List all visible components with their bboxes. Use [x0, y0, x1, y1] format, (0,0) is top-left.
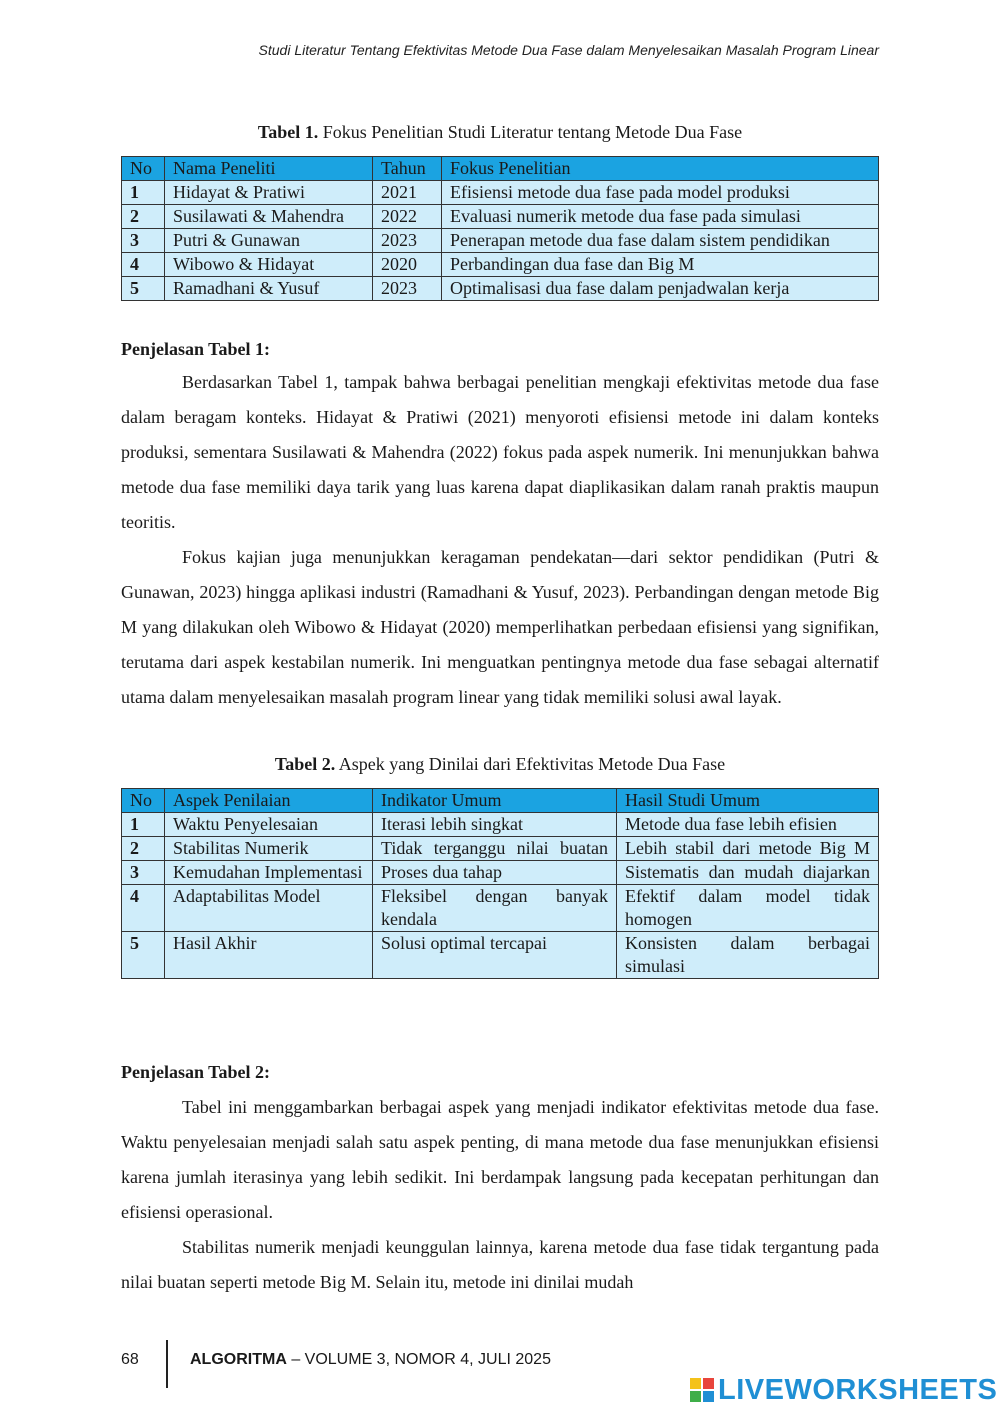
table2-cell-aspect: Waktu Penyelesaian — [165, 813, 373, 837]
table1-cell-focus: Optimalisasi dua fase dalam penjadwalan kerja — [442, 277, 879, 301]
table1-caption-text: Fokus Penelitian Studi Literatur tentang Metode Dua Fase — [318, 122, 743, 142]
table1-cell-year: 2022 — [373, 205, 442, 229]
table1-cell-year: 2020 — [373, 253, 442, 277]
page-number: 68 — [121, 1351, 139, 1368]
table-row — [122, 277, 879, 301]
table1-header-focus: Fokus Penelitian — [442, 157, 879, 181]
table1-cell-focus: Efisiensi metode dua fase pada model produksi — [442, 181, 879, 205]
section2-paragraph-2: Stabilitas numerik menjadi keunggulan lainnya, karena metode dua fase tidak tergantung pada nilai buatan seperti metode Big M. Selain itu, metode ini dinilai mudah — [121, 1237, 879, 1292]
table1-cell-year: 2023 — [373, 229, 442, 253]
table1-cell-no: 1 — [122, 181, 165, 205]
section2-paragraph-1: Tabel ini menggambarkan berbagai aspek yang menjadi indikator efektivitas metode dua fase. Waktu penyelesaian menjadi salah satu aspek penting, di mana metode dua fase menunjukkan efisiensi karena jumlah iterasinya yang lebih sedikit. Ini berdampak langsung pada kecepatan perhitungan dan efisiensi operasional. — [121, 1097, 879, 1222]
table-row — [122, 813, 879, 837]
table2-cell-no: 5 — [122, 932, 165, 979]
table2-cell-indicator: Proses dua tahap — [373, 861, 617, 885]
table2-cell-result: Metode dua fase lebih efisien — [617, 813, 879, 837]
table1-cell-focus: Perbandingan dua fase dan Big M — [442, 253, 879, 277]
table1-caption-label: Tabel 1. — [257, 122, 319, 142]
table2-cell-no: 3 — [122, 861, 165, 885]
table1-cell-researcher: Putri & Gunawan — [165, 229, 373, 253]
table1-cell-researcher: Hidayat & Pratiwi — [165, 181, 373, 205]
liveworksheets-logo[interactable] — [690, 1374, 997, 1406]
table2-cell-result: Lebih stabil dari metode Big M — [617, 837, 879, 861]
table-row — [122, 837, 879, 861]
table-row — [122, 205, 879, 229]
table1-cell-no: 2 — [122, 205, 165, 229]
table2-cell-indicator: Fleksibel dengan banyak kendala — [373, 885, 617, 932]
table1-cell-focus: Penerapan metode dua fase dalam sistem pendidikan — [442, 229, 879, 253]
table2-header-row — [122, 789, 879, 813]
table2-header-no: No — [122, 789, 165, 813]
table2-cell-no: 4 — [122, 885, 165, 932]
table1-cell-year: 2021 — [373, 181, 442, 205]
table1-cell-researcher: Susilawati & Mahendra — [165, 205, 373, 229]
table2-cell-no: 2 — [122, 837, 165, 861]
table1-caption — [121, 122, 879, 143]
table1-header-researcher: Nama Peneliti — [165, 157, 373, 181]
table-row — [122, 229, 879, 253]
table2-cell-result: Sistematis dan mudah diajarkan — [617, 861, 879, 885]
section1-paragraph-2: Fokus kajian juga menunjukkan keragaman pendekatan—dari sektor pendidikan (Putri & Gunawan, 2023) hingga aplikasi industri (Ramadhani & Yusuf, 2023). Perbandingan dengan metode Big M yang dilakukan oleh Wibowo & Hidayat (2020) memperlihatkan perbedaan efisiensi yang signifikan, terutama dari aspek kestabilan numerik. Ini menguatkan pentingnya metode dua fase sebagai alternatif utama dalam menyelesaikan masalah program linear yang tidak memiliki solusi awal layak. — [121, 547, 879, 707]
liveworksheets-icon — [690, 1378, 714, 1402]
table1-cell-researcher: Ramadhani & Yusuf — [165, 277, 373, 301]
table2-cell-indicator: Solusi optimal tercapai — [373, 932, 617, 979]
footer-divider — [166, 1340, 168, 1388]
journal-name: ALGORITMA — [190, 1351, 287, 1368]
table1-cell-no: 3 — [122, 229, 165, 253]
table1-cell-year: 2023 — [373, 277, 442, 301]
table2-cell-aspect: Kemudahan Implementasi — [165, 861, 373, 885]
table2-cell-result: Konsisten dalam berbagai simulasi — [617, 932, 879, 979]
table2-cell-aspect: Stabilitas Numerik — [165, 837, 373, 861]
table1-cell-researcher: Wibowo & Hidayat — [165, 253, 373, 277]
table2-header-result: Hasil Studi Umum — [617, 789, 879, 813]
table-row — [122, 885, 879, 932]
table2-cell-indicator: Tidak terganggu nilai buatan — [373, 837, 617, 861]
table2-caption-text: Aspek yang Dinilai dari Efektivitas Metode Dua Fase — [335, 754, 726, 774]
table2 — [121, 788, 879, 979]
table-row — [122, 932, 879, 979]
journal-issue: – VOLUME 3, NOMOR 4, JULI 2025 — [286, 1351, 551, 1368]
table1 — [121, 156, 879, 301]
journal-info — [190, 1351, 551, 1369]
table-row — [122, 861, 879, 885]
running-title: Studi Literatur Tentang Efektivitas Metode Dua Fase dalam Menyelesaikan Masalah Program Linear — [258, 42, 879, 58]
table2-cell-result: Efektif dalam model tidak homogen — [617, 885, 879, 932]
section1-heading: Penjelasan Tabel 1: — [121, 339, 271, 359]
table1-cell-no: 5 — [122, 277, 165, 301]
table2-cell-aspect: Hasil Akhir — [165, 932, 373, 979]
table2-header-aspect: Aspek Penilaian — [165, 789, 373, 813]
table1-cell-focus: Evaluasi numerik metode dua fase pada simulasi — [442, 205, 879, 229]
table1-header-no: No — [122, 157, 165, 181]
table2-caption — [121, 754, 879, 775]
table1-header-row — [122, 157, 879, 181]
table1-header-year: Tahun — [373, 157, 442, 181]
table-row — [122, 253, 879, 277]
table2-cell-indicator: Iterasi lebih singkat — [373, 813, 617, 837]
brand-name: LIVEWORKSHEETS — [718, 1373, 998, 1406]
section2-heading: Penjelasan Tabel 2: — [121, 1062, 271, 1082]
table2-cell-no: 1 — [122, 813, 165, 837]
table1-cell-no: 4 — [122, 253, 165, 277]
section1-paragraph-1: Berdasarkan Tabel 1, tampak bahwa berbagai penelitian mengkaji efektivitas metode dua fase dalam beragam konteks. Hidayat & Pratiwi (2021) menyoroti efisiensi metode ini dalam konteks produksi, sementara Susilawati & Mahendra (2022) fokus pada aspek numerik. Ini menunjukkan bahwa metode dua fase memiliki daya tarik yang luas karena dapat diaplikasikan dalam ranah praktis maupun teoritis. — [121, 372, 879, 532]
table-row — [122, 181, 879, 205]
table2-caption-label: Tabel 2. — [274, 754, 336, 774]
table2-cell-aspect: Adaptabilitas Model — [165, 885, 373, 932]
table2-header-indicator: Indikator Umum — [373, 789, 617, 813]
